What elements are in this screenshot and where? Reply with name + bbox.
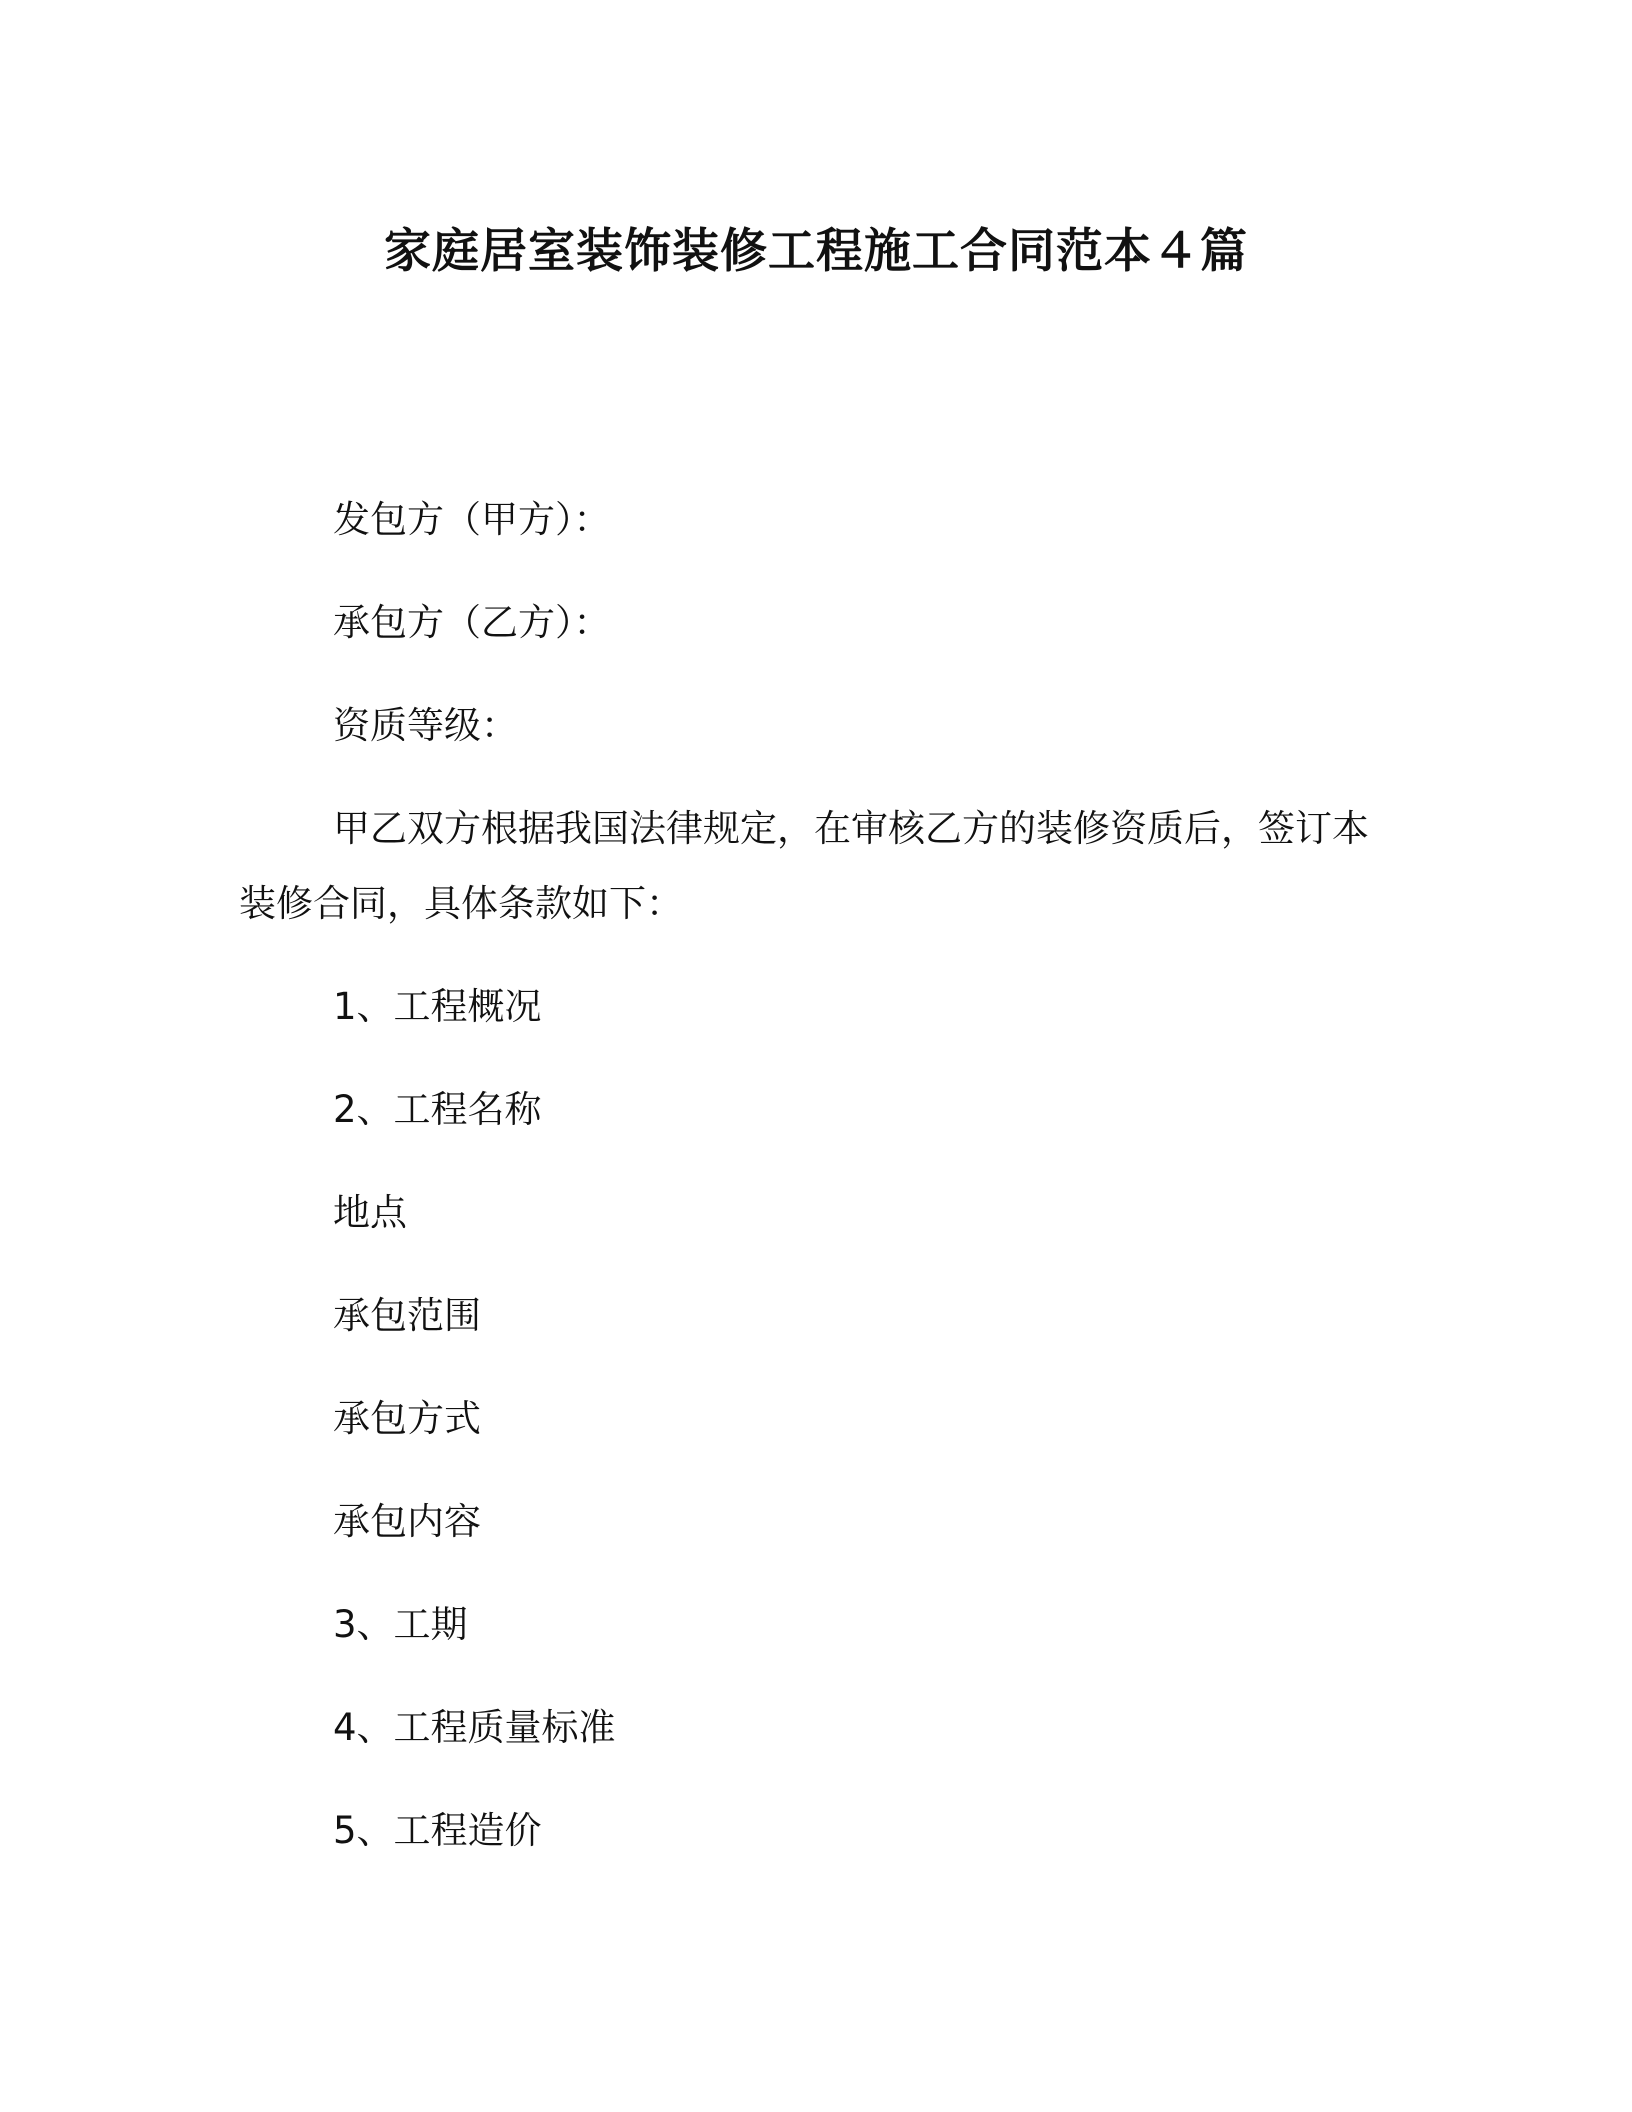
intro-paragraph-line-2: 装修合同，具体条款如下：	[239, 882, 683, 925]
party-a-line: 发包方（甲方）：	[333, 498, 611, 541]
method-line: 承包方式	[333, 1397, 481, 1440]
section-4-heading: 4、工程质量标准	[333, 1706, 616, 1749]
section-5-heading: 5、工程造价	[333, 1809, 542, 1852]
section-3-heading: 3、工期	[333, 1603, 468, 1646]
intro-paragraph-line-1: 甲乙双方根据我国法律规定，在审核乙方的装修资质后，签订本	[333, 807, 1369, 850]
content-line: 承包内容	[333, 1500, 481, 1543]
scope-line: 承包范围	[333, 1294, 481, 1337]
section-1-heading: 1、工程概况	[333, 985, 542, 1028]
location-line: 地点	[333, 1191, 407, 1234]
section-2-heading: 2、工程名称	[333, 1088, 542, 1131]
party-b-line: 承包方（乙方）：	[333, 601, 611, 644]
document-title: 家庭居室装饰装修工程施工合同范本４篇	[384, 224, 1248, 279]
qualification-line: 资质等级：	[333, 704, 518, 747]
